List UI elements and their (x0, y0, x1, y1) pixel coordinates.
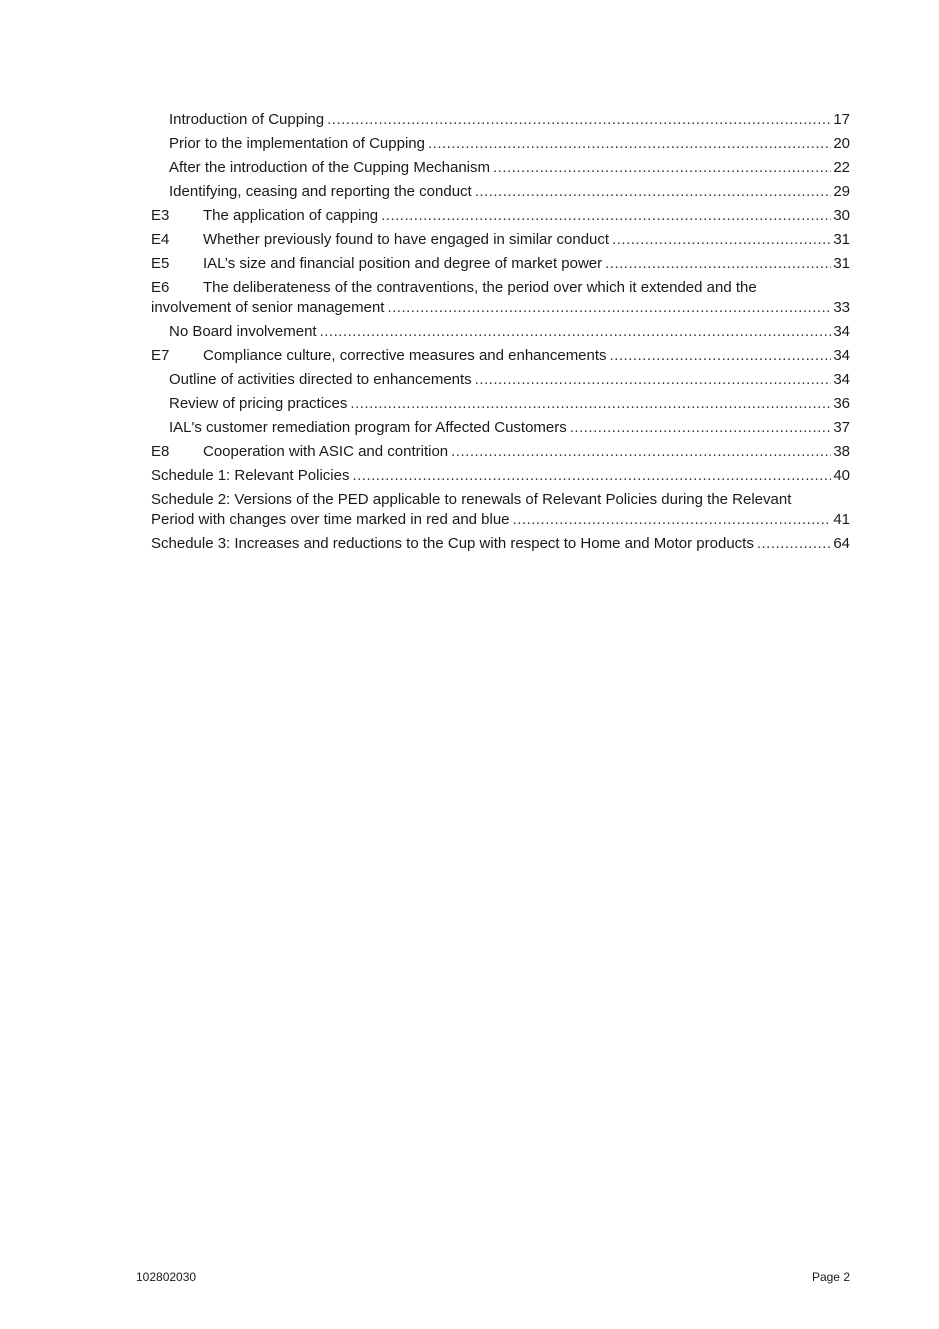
toc-entry-number: E4 (151, 231, 170, 248)
toc-entry[interactable] (151, 158, 850, 178)
toc-entry[interactable] (151, 534, 850, 554)
toc-entry[interactable] (151, 442, 850, 462)
toc-entry[interactable] (151, 394, 850, 414)
toc-entry-page: 22 (833, 159, 850, 176)
toc-entry-title: Cooperation with ASIC and contrition (203, 443, 449, 460)
toc-entry-title: Identifying, ceasing and reporting the conduct (169, 183, 472, 200)
toc-entry-title: Schedule 3: Increases and reductions to the Cup with respect to Home and Motor products (151, 535, 754, 552)
toc-entry-title: IAL’s size and financial position and degree of market power (203, 255, 603, 272)
toc-entry[interactable] (151, 322, 850, 342)
toc-entry-title: Compliance culture, corrective measures and enhancements (203, 347, 607, 364)
toc-entry-page: 34 (833, 371, 850, 388)
dot-leader (605, 254, 831, 274)
toc-entry[interactable] (151, 418, 850, 438)
document-id: 102802030 (136, 1270, 197, 1284)
toc-entry-title: Review of pricing practices (169, 395, 348, 412)
dot-leader (428, 134, 831, 154)
toc-entry-page: 41 (833, 511, 850, 528)
dot-leader (513, 510, 832, 530)
toc-entry-number: E7 (151, 347, 170, 364)
toc-entry-page: 36 (833, 395, 850, 412)
toc-entry-title: Outline of activities directed to enhancements (169, 371, 472, 388)
toc-entry-page: 34 (833, 347, 850, 364)
toc-entry-number: E5 (151, 255, 170, 272)
toc-entry-number: E3 (151, 207, 170, 224)
toc-entry-page: 33 (833, 299, 850, 316)
toc-entry-page: 40 (833, 467, 850, 484)
toc-entry-page: 34 (833, 323, 850, 340)
page-number: Page 2 (811, 1270, 850, 1284)
toc-entry-title: The application of capping (203, 207, 379, 224)
toc-entry[interactable] (151, 254, 850, 274)
toc-entry[interactable] (151, 182, 850, 202)
toc-entry[interactable] (151, 230, 850, 250)
toc-entry-page: 31 (833, 231, 850, 248)
table-of-contents (151, 110, 850, 554)
toc-entry-title: No Board involvement (169, 323, 317, 340)
dot-leader (612, 230, 831, 250)
dot-leader (493, 158, 831, 178)
toc-entry[interactable] (151, 346, 850, 366)
toc-entry-title-continued: Period with changes over time marked in red and blue (151, 511, 510, 528)
toc-entry-page: 20 (833, 135, 850, 152)
toc-entry-page: 38 (833, 443, 850, 460)
toc-entry-page: 29 (833, 183, 850, 200)
toc-entry[interactable] (151, 110, 850, 130)
toc-entry[interactable] (151, 370, 850, 390)
toc-entry[interactable] (151, 206, 850, 226)
toc-entry-title: Whether previously found to have engaged in similar conduct (203, 231, 610, 248)
toc-entry-page: 30 (833, 207, 850, 224)
dot-leader (320, 322, 832, 342)
dot-leader (350, 394, 831, 414)
dot-leader (451, 442, 831, 462)
toc-entry-title: Schedule 1: Relevant Policies (151, 467, 350, 484)
toc-entry-title: The deliberateness of the contraventions, the period over which it extended and the (203, 279, 757, 296)
toc-entry-page: 31 (833, 255, 850, 272)
dot-leader (327, 110, 831, 130)
toc-entry[interactable] (151, 490, 850, 530)
toc-entry-number: E6 (151, 279, 170, 296)
toc-entry-title-continued: involvement of senior management (151, 299, 385, 316)
toc-entry-title: After the introduction of the Cupping Mechanism (169, 159, 491, 176)
toc-entry[interactable] (151, 466, 850, 486)
toc-entry-title: IAL's customer remediation program for Affected Customers (169, 419, 567, 436)
toc-entry-title: Schedule 2: Versions of the PED applicable to renewals of Relevant Policies during the Relevant (151, 491, 792, 508)
toc-entry-title: Introduction of Cupping (169, 111, 325, 128)
toc-entry[interactable] (151, 278, 850, 318)
toc-entry-page: 37 (833, 419, 850, 436)
dot-leader (381, 206, 831, 226)
toc-entry-page: 17 (833, 111, 850, 128)
dot-leader (570, 418, 832, 438)
toc-entry-page: 64 (833, 535, 850, 552)
toc-entry[interactable] (151, 134, 850, 154)
dot-leader (352, 466, 831, 486)
toc-entry-title: Prior to the implementation of Cupping (169, 135, 425, 152)
dot-leader (757, 534, 831, 554)
dot-leader (475, 370, 832, 390)
dot-leader (387, 298, 831, 318)
dot-leader (475, 182, 832, 202)
toc-entry-number: E8 (151, 443, 170, 460)
dot-leader (610, 346, 832, 366)
